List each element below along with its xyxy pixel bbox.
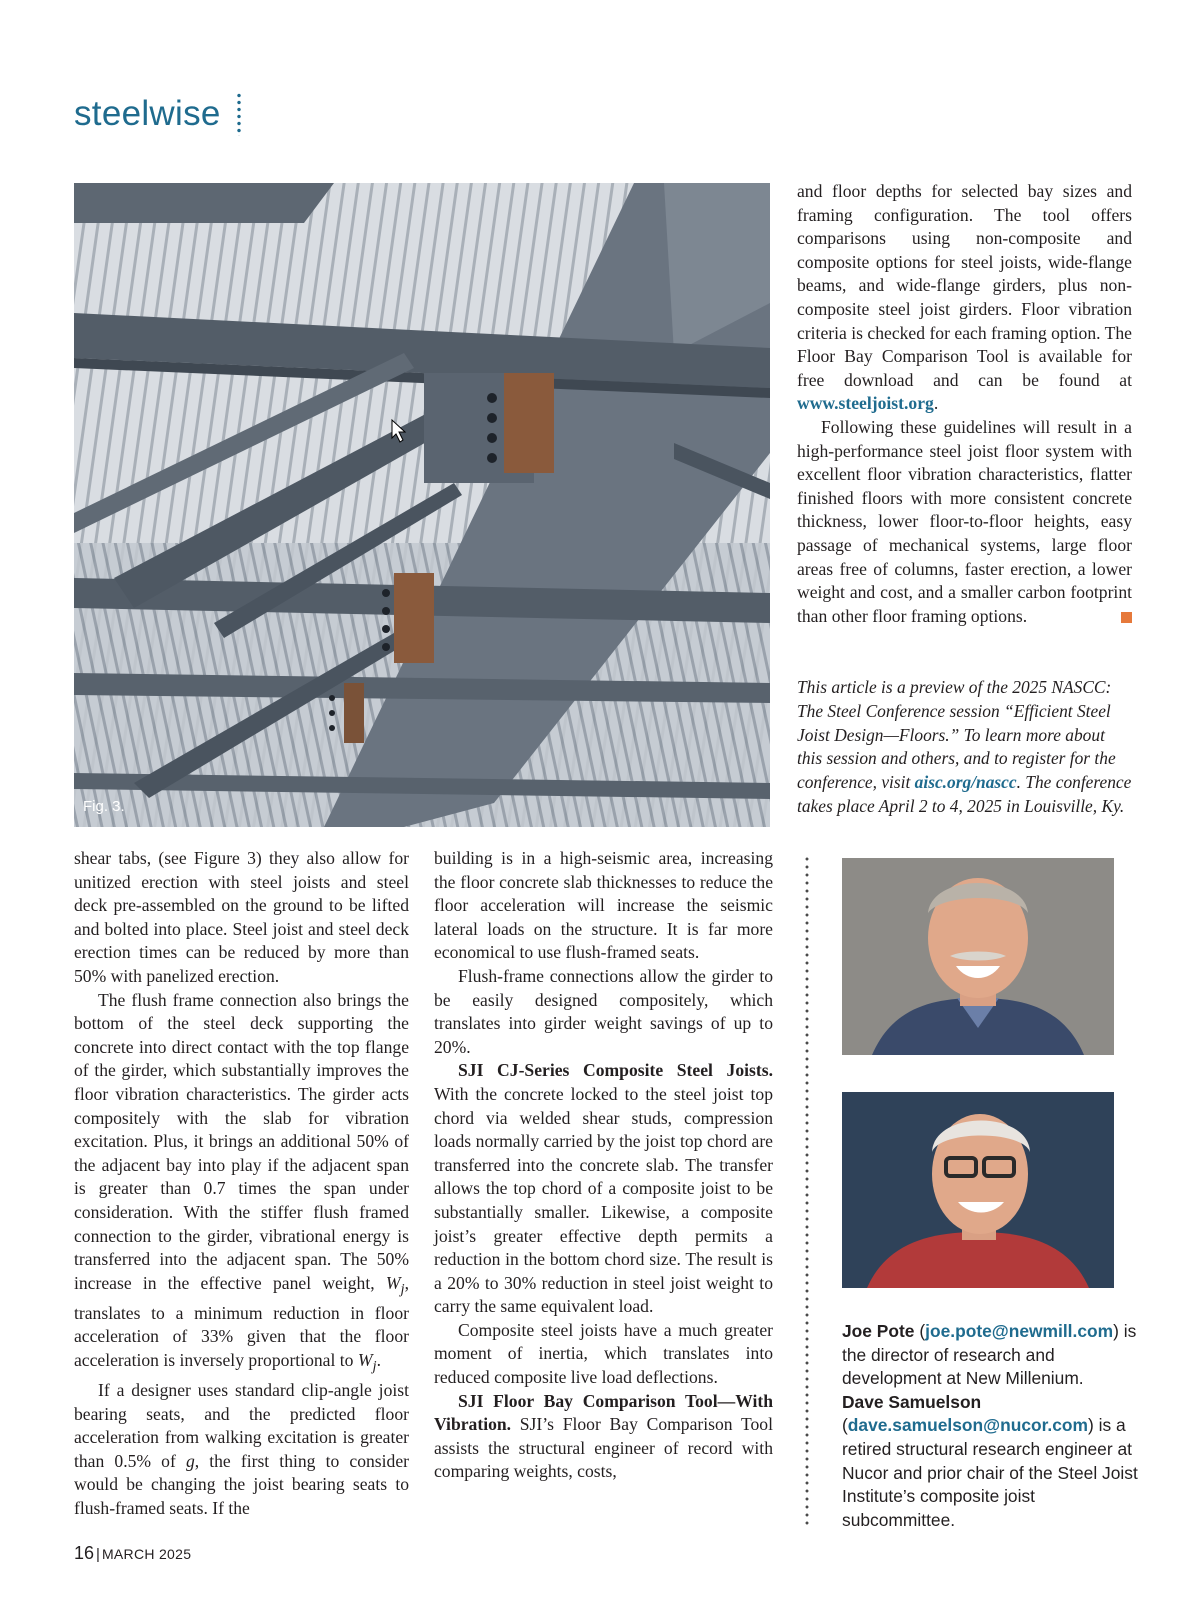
- paragraph: and floor depths for selected bay sizes and framing configuration. The tool offers comparisons using non-composite and composite options for steel joists, wide-flange beams, and wide-flange girders, plus non-composite steel joist girders. Floor vibration criteria is checked for each framing option. The Floor Bay Comparison Tool is available for free download and can be found at www.steeljoist.org.: [797, 181, 1132, 414]
- author-name: Joe Pote: [842, 1321, 915, 1341]
- figure-caption: Fig. 3.: [83, 798, 125, 815]
- figure-3-photo: [74, 183, 770, 827]
- paragraph: SJI CJ-Series Composite Steel Joists. With the concrete locked to the steel joist top chord via welded shear studs, compression loads normally carried by the joist top chord are transferred into the concrete slab. The transfer allows the top chord of a composite joist to be substantially smaller. Likewise, a composite joist’s greater effective depth permits a reduction in the bottom chord size. The result is a 20% to 30% reduction in steel joist weight to carry the same equivalent load.: [434, 1060, 773, 1317]
- steel-framing-illustration: [74, 183, 770, 827]
- page-footer: 16 | MARCH 2025: [74, 1543, 192, 1563]
- page-number: 16: [74, 1543, 95, 1563]
- email-link-joe-pote[interactable]: joe.pote@newmill.com: [925, 1321, 1114, 1341]
- body-column-2: [434, 847, 773, 1484]
- dotted-column-divider: [805, 855, 809, 1525]
- paragraph: building is in a high-seismic area, increasing the floor concrete slab thicknesses to reduce the floor acceleration will increase the seismic lateral loads on the structure. It is far more economical to use flush-framed seats.: [434, 848, 773, 963]
- paragraph: Following these guidelines will result in a high-performance steel joist floor system with excellent floor vibration characteristics, flatter finished floors with more consistent concrete thickness, lower floor-to-floor heights, easy passage of mechanical systems, large floor areas free of columns, faster erection, a lower weight and cost, and a smaller carbon footprint than other floor framing options.: [797, 416, 1132, 626]
- portrait-illustration: [842, 1092, 1114, 1288]
- paragraph: Flush-frame connections allow the girder to be easily designed compositely, which translates into girder weight savings of up to 20%.: [434, 965, 773, 1057]
- section-header: [74, 92, 241, 136]
- nascc-link[interactable]: aisc.org/nascc: [914, 772, 1017, 793]
- paragraph: The flush frame connection also brings the bottom of the steel deck supporting the concrete into direct contact with the top flange of the girder, which substantially improves the floor vibration characteristics. The girder acts compositely with the slab for vibration excitation. Plus, it brings an additional 50% of the adjacent bay into play if the adjacent span is greater than 0.7 times the span under consideration. With the stiffer flush framed connection to the girder, vibrational energy is transferred into the adjacent span. The 50% increase in the effective panel weight, $W_j$, translates to a minimum reduction in floor acceleration of 33% given that the floor acceleration is inversely proportional to $W_j$.: [74, 989, 409, 1375]
- dotted-rule: [237, 92, 241, 136]
- subhead: SJI Floor Bay Comparison Tool—With Vibration.: [434, 1390, 773, 1435]
- issue-date: MARCH 2025: [101, 1546, 192, 1562]
- subhead: SJI CJ-Series Composite Steel Joists.: [458, 1060, 773, 1081]
- author-name: Dave Samuelson: [842, 1391, 982, 1412]
- body-column-1: [74, 847, 409, 1521]
- paragraph: shear tabs, (see Figure 3) they also allow for unitized erection with steel joists and steel deck pre-assembled on the ground to be lifted and bolted into place. Steel joist and steel deck erection times can be reduced by more than 50% with panelized erection.: [74, 848, 409, 986]
- email-link-dave-samuelson[interactable]: dave.samuelson@nucor.com: [847, 1415, 1089, 1436]
- portrait-illustration: [842, 858, 1114, 1055]
- top-right-column: [797, 180, 1132, 628]
- end-of-article-mark: [1121, 612, 1132, 623]
- steeljoist-link[interactable]: www.steeljoist.org: [797, 393, 934, 414]
- paragraph: Composite steel joists have a much greater moment of inertia, which translates into reduced composite live load deflections.: [434, 1319, 773, 1388]
- author-photo-dave-samuelson: [842, 1092, 1114, 1288]
- paragraph: If a designer uses standard clip-angle joist bearing seats, and the predicted floor acceleration from walking excitation is greater than 0.5% of g, the first thing to consider would be changing the joist bearing seats to flush-framed seats. If the: [74, 1380, 409, 1519]
- author-photo-joe-pote: [842, 858, 1114, 1055]
- author-bios: Joe Pote (joe.pote@newmill.com) is the director of research and development at New Millenium. Dave Samuelson (dave.samuelson@nucor.com) is a retired structural research engineer at Nucor and prior chair of the Steel Joist Institute’s composite joist subcommittee.: [842, 1321, 1138, 1530]
- section-title: steelwise: [74, 94, 221, 133]
- paragraph: SJI Floor Bay Comparison Tool—With Vibration. SJI’s Floor Bay Comparison Tool assists the structural engineer of record with comparing weights, costs,: [434, 1390, 773, 1482]
- conference-preview-note: This article is a preview of the 2025 NASCC: The Steel Conference session “Efficient Steel Joist Design—Floors.” To learn more about this session and others, and to register for the conference, visit aisc.org/nascc. The conference takes place April 2 to 4, 2025 in Louisville, Ky.: [797, 677, 1132, 816]
